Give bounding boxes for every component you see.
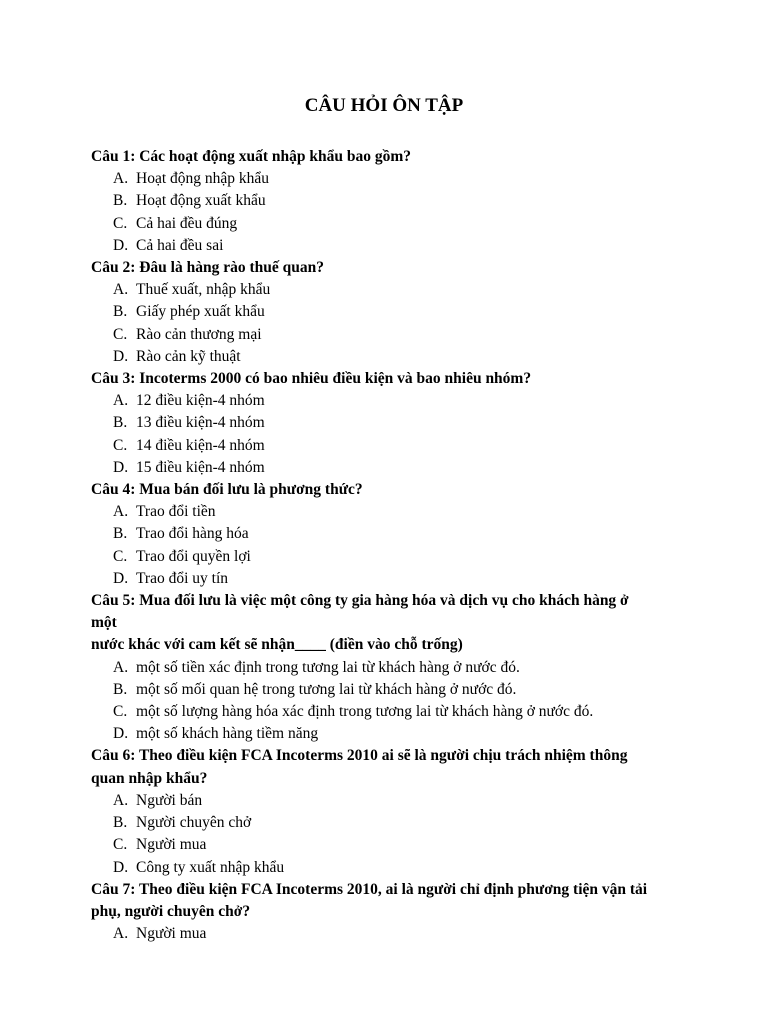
answer-option <box>91 190 691 212</box>
question-text: quan nhập khẩu? <box>91 769 208 787</box>
answer-option <box>91 390 691 412</box>
option-text: Cả hai đều đúng <box>136 214 238 232</box>
option-letter: D. <box>113 569 129 587</box>
answer-option <box>91 679 691 701</box>
answer-options <box>91 657 691 746</box>
option-letter: A. <box>113 658 129 676</box>
option-letter: D. <box>113 458 129 476</box>
option-text: Người bán <box>136 791 203 809</box>
answer-option <box>91 857 691 879</box>
answer-option <box>91 279 691 301</box>
answer-options <box>91 790 691 879</box>
option-letter: A. <box>113 791 129 809</box>
option-letter: D. <box>113 725 129 743</box>
question-text: nước khác với cam kết sẽ nhận____ (điền vào chỗ trống) <box>91 636 463 654</box>
option-text: một số lượng hàng hóa xác định trong tương lai từ khách hàng ở nước đó. <box>136 703 594 721</box>
option-text: Trao đổi tiền <box>136 503 216 521</box>
option-letter: D. <box>113 236 129 254</box>
option-text: một số mối quan hệ trong tương lai từ khách hàng ở nước đó. <box>136 680 517 698</box>
option-text: một số tiền xác định trong tương lai từ khách hàng ở nước đó. <box>136 658 520 676</box>
answer-option <box>91 723 691 745</box>
option-text: 13 điều kiện-4 nhóm <box>136 414 265 432</box>
option-letter: D. <box>113 347 129 365</box>
option-text: Trao đổi quyền lợi <box>136 547 251 565</box>
option-letter: B. <box>113 414 128 432</box>
answer-option <box>91 301 691 323</box>
answer-options <box>91 390 691 479</box>
answer-option <box>91 923 691 945</box>
question-text: Câu 1: Các hoạt động xuất nhập khẩu bao gồm? <box>91 148 411 165</box>
question-block <box>91 257 691 368</box>
answer-option <box>91 501 691 523</box>
option-text: Trao đổi uy tín <box>136 569 229 587</box>
option-text: Rào cản thương mại <box>136 325 262 343</box>
option-letter: B. <box>113 192 128 210</box>
answer-option <box>91 812 691 834</box>
answer-option <box>91 790 691 812</box>
option-text: Hoạt động xuất khẩu <box>136 192 266 210</box>
answer-options <box>91 923 691 945</box>
answer-options <box>91 279 691 368</box>
option-text: Người mua <box>136 925 207 943</box>
option-text: Trao đổi hàng hóa <box>136 525 249 543</box>
option-letter: B. <box>113 680 128 698</box>
answer-option <box>91 657 691 679</box>
answer-option <box>91 213 691 235</box>
question-text: Câu 5: Mua đối lưu là việc một công ty gia hàng hóa và dịch vụ cho khách hàng ở <box>91 592 629 610</box>
answer-option <box>91 546 691 568</box>
answer-option <box>91 457 691 479</box>
option-text: Người mua <box>136 836 207 854</box>
option-text: Hoạt động nhập khẩu <box>136 170 270 188</box>
answer-option <box>91 346 691 368</box>
option-text: 12 điều kiện-4 nhóm <box>136 392 265 410</box>
option-letter: A. <box>113 925 129 943</box>
question-block <box>91 745 691 878</box>
answer-option <box>91 568 691 590</box>
option-letter: A. <box>113 170 129 188</box>
answer-option <box>91 435 691 457</box>
option-text: Công ty xuất nhập khẩu <box>136 858 285 876</box>
question-text: phụ, người chuyên chở? <box>91 902 251 920</box>
option-letter: A. <box>113 392 129 410</box>
option-letter: C. <box>113 703 128 721</box>
answer-option <box>91 523 691 545</box>
answer-options <box>91 168 691 257</box>
question-block <box>91 590 691 745</box>
option-text: Cả hai đều sai <box>136 236 224 254</box>
question-block <box>91 879 691 946</box>
option-text: Giấy phép xuất khẩu <box>136 303 265 321</box>
question-list <box>91 146 691 945</box>
question-text: Câu 6: Theo điều kiện FCA Incoterms 2010 ai sẽ là người chịu trách nhiệm thông <box>91 747 628 765</box>
answer-option <box>91 235 691 257</box>
answer-option <box>91 324 691 346</box>
answer-option <box>91 701 691 723</box>
answer-option <box>91 412 691 434</box>
question-text: Câu 7: Theo điều kiện FCA Incoterms 2010, ai là người chỉ định phương tiện vận tải <box>91 880 648 898</box>
option-text: Thuế xuất, nhập khẩu <box>136 281 271 299</box>
question-text: Câu 3: Incoterms 2000 có bao nhiêu điều kiện và bao nhiêu nhóm? <box>91 370 532 388</box>
option-letter: C. <box>113 547 128 565</box>
option-letter: A. <box>113 281 129 299</box>
page-title: CÂU HỎI ÔN TẬP <box>304 95 464 116</box>
option-letter: B. <box>113 303 128 321</box>
option-letter: C. <box>113 214 128 232</box>
option-text: 15 điều kiện-4 nhóm <box>136 458 265 476</box>
option-text: Rào cản kỹ thuật <box>136 347 241 365</box>
question-block <box>91 479 691 590</box>
option-letter: D. <box>113 858 129 876</box>
question-text: Câu 4: Mua bán đối lưu là phương thức? <box>91 481 363 499</box>
option-letter: B. <box>113 814 128 832</box>
option-letter: C. <box>113 436 128 454</box>
question-text: một <box>91 614 117 632</box>
option-letter: A. <box>113 503 129 521</box>
answer-option <box>91 168 691 190</box>
question-block <box>91 368 691 479</box>
option-text: 14 điều kiện-4 nhóm <box>136 436 265 454</box>
answer-options <box>91 501 691 590</box>
option-letter: C. <box>113 325 128 343</box>
question-text: Câu 2: Đâu là hàng rào thuế quan? <box>91 259 324 277</box>
question-block <box>91 146 691 257</box>
option-text: một số khách hàng tiềm năng <box>136 725 319 743</box>
option-letter: B. <box>113 525 128 543</box>
answer-option <box>91 834 691 856</box>
option-text: Người chuyên chở <box>136 814 252 832</box>
option-letter: C. <box>113 836 128 854</box>
